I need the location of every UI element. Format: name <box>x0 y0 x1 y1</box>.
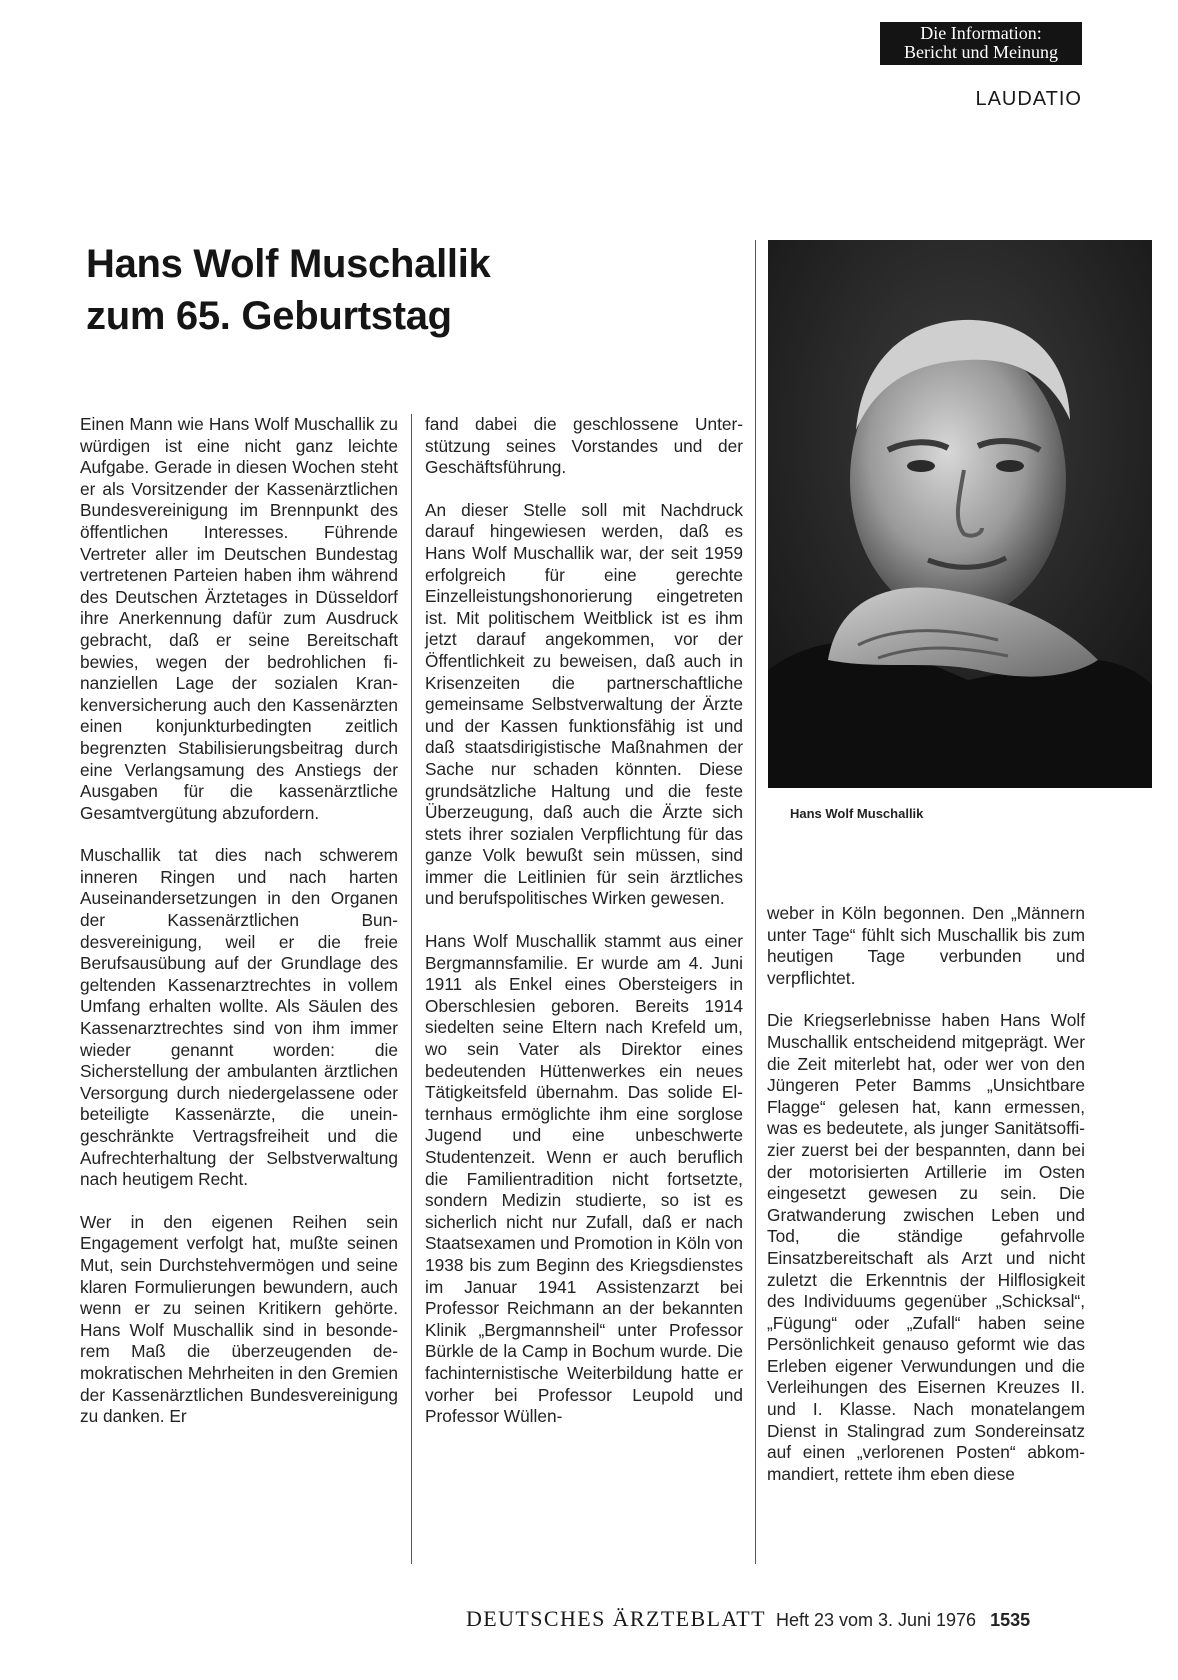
paragraph: An dieser Stelle soll mit Nachdruck darauf hingewiesen werden, daß es Hans Wolf Muschallik war, der seit 1959 erfolgreich für eine gerechte Einzelleistungshonorierung eingetreten ist. Mit politischem Weitblick ist es ihm jetzt darauf angekommen, vor der Öffentlichkeit zu beweisen, daß auch in Krisenzeiten die partnerschaftliche gemeinsame Selbstverwaltung der Ärzte und der Kassen funktionsfähig ist und daß staatsdirigistische Maßnahmen der Sache nur schaden könnten. Diese grundsätzliche Haltung und die feste Überzeugung, daß auch die Ärzte sich stets ihrer sozialen Verpflichtung für das ganze Volk bewußt sein müssen, sind immer die Leitlinien für sein ärztliches und berufspolitisches Wirken gewesen. <box>425 499 743 909</box>
article-title <box>86 238 706 342</box>
paragraph: Die Kriegserlebnisse haben Hans Wolf Muschallik entscheidend mitgeprägt. Wer die Zeit miterlebt hat, oder wer von den Jüngeren Peter Bamms „Unsichtbare Flagge“ gelesen hat, kann ermessen, was es bedeutete, als junger Sanitätsoffizier zuerst bei der bespannten, dann bei der motorisierten Artillerie im Osten eingesetzt gewesen zu sein. Die Gratwanderung zwischen Leben und Tod, die ständige gefahrvolle Einsatzbereitschaft als Arzt und nicht zuletzt die Erkenntnis der Hilflosigkeit des Individuums gegenüber „Schicksal“, „Fügung“ oder „Zufall“ haben seine Persönlichkeit genauso geformt wie das Erleben eigener Verwundungen und die Verleihungen des Eisernen Kreuzes II. und I. Klasse. Nach monatelangem Dienst in Stalingrad zum Sondereinsatz auf einen „verlorenen Posten“ abkommandiert, rettete ihm eben diese <box>767 1010 1085 1484</box>
text-column-1 <box>80 414 398 1449</box>
paragraph: Muschallik tat dies nach schwerem inneren Ringen und nach harten Auseinandersetzungen in den Organen der Kassenärztlichen Bundesvereinigung, weil er die freie Berufsausübung auf der Grundlage des geltenden Kassenarztrechtes in vollem Umfang erhalten wollte. Als Säulen des Kassenarztrechtes sind von ihm immer wieder genannt worden: die Sicherstellung der ambulanten ärztlichen Versorgung durch niedergelassene oder beteiligte Kassenärzte, die uneingeschränkte Vertragsfreiheit und die Aufrechterhaltung der Selbstverwaltung nach heutigem Recht. <box>80 845 398 1190</box>
issue-info: Heft 23 vom 3. Juni 1976 <box>775 1610 977 1630</box>
title-line-2: zum 65. Geburtstag <box>86 294 452 338</box>
paragraph: Hans Wolf Muschallik stammt aus einer Bergmannsfamilie. Er wurde am 4. Juni 1911 als Enkel eines Obersteigers in Oberschlesien geboren. Bereits 1914 siedelten seine Eltern nach Krefeld um, wo sein Vater als Direktor eines bedeutenden Hüttenwerkes ein neues Tätigkeitsfeld übernahm. Das solide Elternhaus ermöglichte ihm eine sorglose Jugend und eine unbeschwerte Studentenzeit. Wenn er auch beruflich die Familientradition nicht fortsetzte, sondern Medizin studierte, so ist es sicherlich nicht nur Zufall, daß er nach Staatsexamen und Promotion in Köln von 1938 bis zum Beginn des Kriegsdienstes im Januar 1941 Assistenzarzt bei Professor Reichmann an der bekannten Klinik „Bergmannsheil“ unter Professor Bürkle de la Camp in Bochum wurde. Die fachinternistische Weiterbildung hatte er vorher bei Professor Leupold und Professor Wüllen- <box>425 931 743 1427</box>
text-column-2 <box>425 414 743 1449</box>
journal-name: DEUTSCHES ÄRZTEBLATT <box>466 1606 766 1631</box>
paragraph: Einen Mann wie Hans Wolf Muschallik zu würdigen ist eine nicht ganz leichte Aufgabe. Gerade in diesen Wochen steht er als Vorsitzender der Kassenärztlichen Bundesvereinigung im Brennpunkt des öffentlichen Interesses. Führende Vertreter aller im Deutschen Bundestag vertretenen Parteien haben ihm während des Deutschen Ärztetages in Düsseldorf ihre Anerkennung dafür zum Ausdruck gebracht, daß er seine Bereitschaft bewies, wegen der bedrohlichen finanziellen Lage der sozialen Krankenversicherung auch den Kassenärzten einen konjunkturbedingten zeitlich begrenzten Stabilisierungsbeitrag durch eine Verlangsamung des Anstiegs der Ausgaben für die kassenärztliche Gesamtvergütung abzufordern. <box>80 414 398 823</box>
page-footer <box>466 1606 1030 1632</box>
badge-line-2: Bericht und Meinung <box>904 42 1058 62</box>
portrait-photo <box>768 240 1152 788</box>
column-divider <box>411 414 412 1564</box>
column-divider <box>755 240 756 1564</box>
text-column-3 <box>767 903 1085 1506</box>
paragraph: weber in Köln begonnen. Den „Männern unter Tage“ fühlt sich Muschallik bis zum heutigen Tage verbunden und verpflichtet. <box>767 903 1085 988</box>
section-badge <box>880 22 1082 65</box>
photo-caption: Hans Wolf Muschallik <box>790 806 924 821</box>
section-label: LAUDATIO <box>975 88 1082 110</box>
paragraph: fand dabei die geschlossene Unterstützung seines Vorstandes und der Geschäftsführung. <box>425 414 743 478</box>
paragraph: Wer in den eigenen Reihen sein Engagement verfolgt hat, mußte seinen Mut, sein Durchstehvermögen und seine klaren Formulierungen bewundern, auch wenn er zu seinen Kritikern gehörte. Hans Wolf Muschallik sind in besonderem Maß die überzeugenden demokratischen Mehrheiten in den Gremien der Kassenärztlichen Bundesvereinigung zu danken. Er <box>80 1211 398 1427</box>
badge-line-1: Die Information: <box>920 23 1042 43</box>
page-number: 1535 <box>990 1610 1031 1630</box>
portrait-image <box>768 240 1152 788</box>
title-line-1: Hans Wolf Muschallik <box>86 242 491 286</box>
